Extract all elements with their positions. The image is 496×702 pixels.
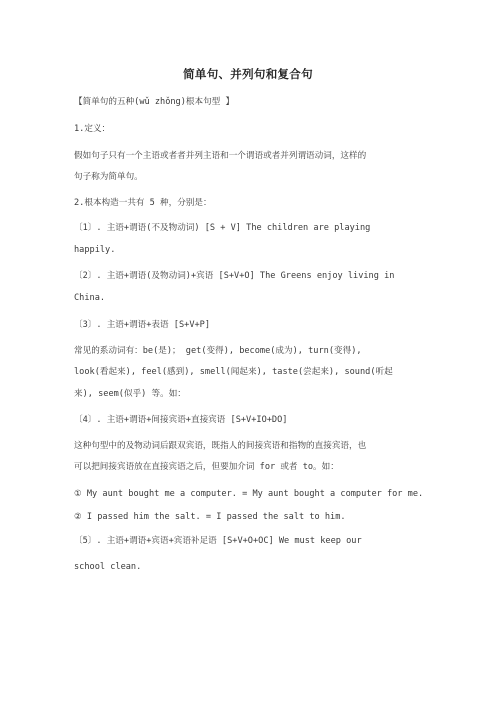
pattern-3-note-line-2: look(看起来), feel(感到), smell(闻起来), taste(尝起来), sound(听起 <box>74 367 393 377</box>
pattern-2-line-2: China. <box>74 293 106 303</box>
definition-label: 1.定义： <box>74 124 111 134</box>
page-title: 简单句、并列句和复合句 <box>183 67 313 81</box>
structure-label: 2.根本构造一共有 5 种，分别是： <box>74 198 212 208</box>
section-heading: 【简单句的五种(wǔ zhǒng)根本句型 】 <box>74 97 235 107</box>
pattern-4-line-1: 〔4〕. 主语+谓语+间接宾语+直接宾语 [S+V+IO+DO] <box>74 415 288 425</box>
pattern-5-line-1: 〔5〕. 主语+谓语+宾语+宾语补足语 [S+V+O+OC] We must keep our <box>74 536 362 546</box>
pattern-1-line-2: happily. <box>74 245 116 255</box>
pattern-4-example-2: ② I passed him the salt. = I passed the salt to him. <box>74 512 346 522</box>
pattern-4-note-line-2: 可以把间接宾语放在直接宾语之后，但要加介词 for 或者 to。如： <box>74 462 339 472</box>
pattern-2-line-1: 〔2〕. 主语+谓语(及物动词)+宾语 [S+V+O] The Greens enjoy living in <box>74 271 395 281</box>
pattern-1-line-1: 〔1〕. 主语+谓语(不及物动词) [S + V] The children are playing <box>74 223 371 233</box>
definition-text-line-2: 句子称为简单句。 <box>74 172 143 182</box>
pattern-4-note-line-1: 这种句型中的及物动词后跟双宾语，既指人的间接宾语和指物的直接宾语，也 <box>74 441 367 451</box>
pattern-3-line-1: 〔3〕. 主语+谓语+表语 [S+V+P] <box>74 320 211 330</box>
definition-text-line-1: 假如句子只有一个主语或者者并列主语和一个谓语或者并列谓语动词，这样的 <box>74 151 367 161</box>
pattern-5-line-2: school clean. <box>74 562 142 572</box>
pattern-3-note-line-1: 常见的系动词有：be(是)； get(变得), become(成为), turn(变得), <box>74 346 362 356</box>
pattern-3-note-line-3: 来), seem(似乎) 等。如： <box>74 389 186 399</box>
pattern-4-example-1: ① My aunt bought me a computer. = My aunt bought a computer for me. <box>74 489 424 499</box>
